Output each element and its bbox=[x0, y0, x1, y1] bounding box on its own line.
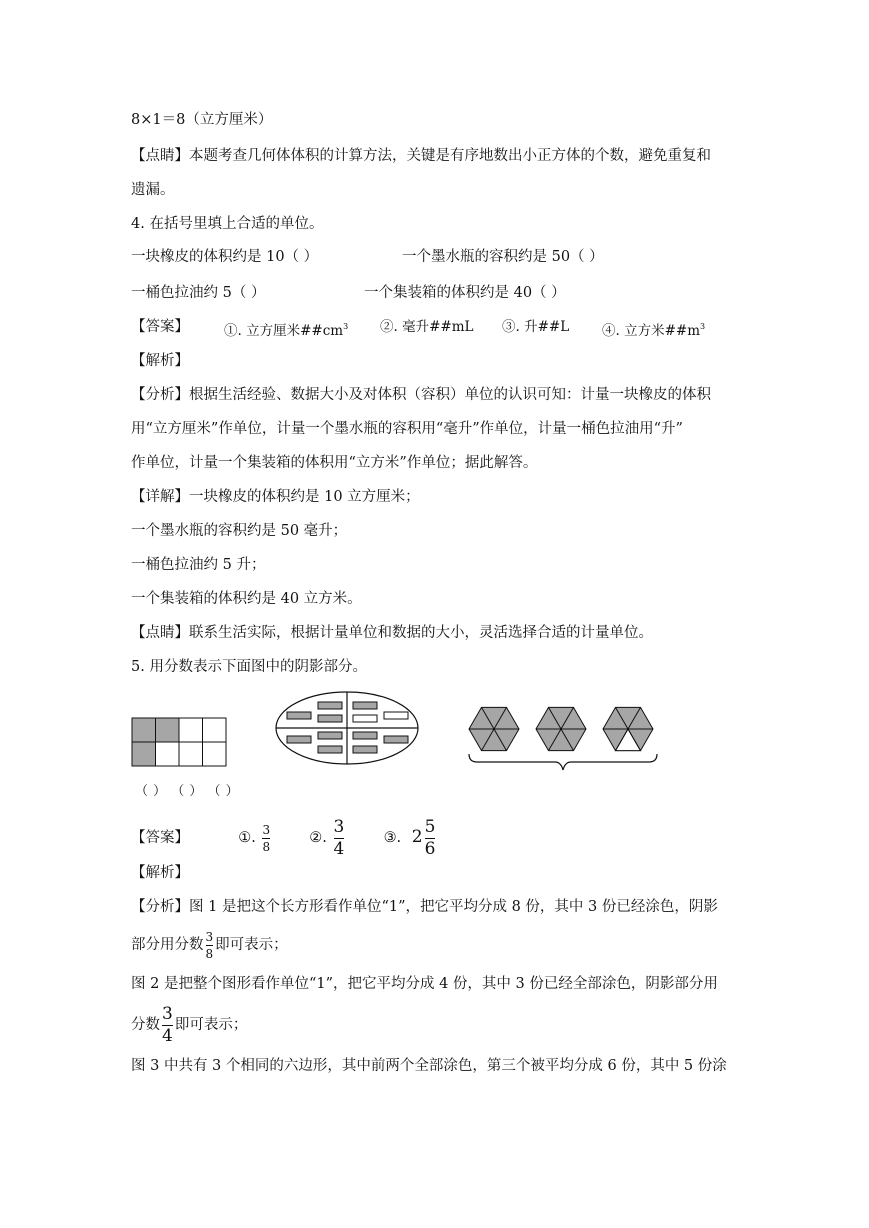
answer5-label: 【答案】 bbox=[131, 830, 189, 846]
figure2-ellipse bbox=[276, 692, 418, 764]
answer5-row bbox=[131, 817, 437, 857]
figure3-hexagons bbox=[469, 707, 657, 770]
brick-shaded bbox=[318, 732, 342, 739]
q4-item-container: 一个集装箱的体积约是 40（ ） bbox=[364, 285, 566, 301]
answer5-2-fraction: $\frac{3}{4}$ bbox=[333, 816, 345, 859]
grid-cell bbox=[179, 718, 203, 742]
hexagon-full bbox=[469, 707, 519, 750]
brick-shaded bbox=[318, 746, 342, 753]
answer5-3-label: ③. bbox=[383, 830, 402, 846]
answer-blanks: （ ） （ ） （ ） bbox=[135, 784, 240, 799]
jiexi5-label: 【解析】 bbox=[131, 865, 189, 881]
fenxi5-line5: 图 3 中共有 3 个相同的六边形，其中前两个全部涂色，第三个被平均分成 6 份，其中 5 份涂 bbox=[131, 1058, 727, 1074]
grid-cell bbox=[179, 742, 203, 766]
answer5-1-label: ①. bbox=[238, 830, 256, 846]
answer5-3-fraction: $\frac{5}{6}$ bbox=[424, 816, 436, 859]
fenxi5-line3: 图 2 是把整个图形看作单位“1”，把它平均分成 4 份，其中 3 份已经全部涂色，阴影部分用 bbox=[131, 976, 718, 992]
question5-title: 5. 用分数表示下面图中的阴影部分。 bbox=[131, 659, 367, 675]
answer5-3-whole: 2 bbox=[411, 827, 423, 847]
brick-shaded bbox=[287, 736, 311, 743]
brick-shaded bbox=[353, 746, 377, 753]
fenxi4-line1: 【分析】根据生活经验、数据大小及对体积（容积）单位的认识可知：计量一块橡皮的体积 bbox=[131, 387, 711, 403]
xiangjie4-line1: 【详解】一块橡皮的体积约是 10 立方厘米； bbox=[131, 489, 420, 505]
brace bbox=[469, 754, 657, 770]
answer4-3: ③. 升##L bbox=[502, 319, 570, 335]
brick-shaded bbox=[287, 712, 311, 719]
fenxi5-fraction-3-4: $\frac{3}{4}$ bbox=[162, 1003, 173, 1046]
q4-item-ink-bottle: 一个墨水瓶的容积约是 50（ ） bbox=[402, 249, 604, 265]
brick-shaded bbox=[353, 702, 377, 709]
xiangjie4-line2: 一个墨水瓶的容积约是 50 毫升； bbox=[131, 523, 348, 539]
q4-item-eraser: 一块橡皮的体积约是 10（ ） bbox=[131, 249, 319, 265]
fenxi4-line2: 用“立方厘米”作单位，计量一个墨水瓶的容积用“毫升”作单位，计量一桶色拉油用“升” bbox=[131, 421, 683, 437]
grid-cell bbox=[156, 718, 180, 742]
hexagon-partial bbox=[603, 707, 653, 750]
brick-plain bbox=[384, 712, 408, 719]
answer5-1-fraction: $\frac{3}{8}$ bbox=[262, 822, 271, 854]
grid-cell bbox=[203, 718, 227, 742]
question5-figures bbox=[131, 690, 671, 775]
grid-cell bbox=[203, 742, 227, 766]
fenxi5-line2: 部分用分数 $\frac{3}{8}$ 即可表示； bbox=[131, 929, 288, 961]
xiangjie4-line3: 一桶色拉油约 5 升； bbox=[131, 557, 266, 573]
answer5-2-label: ②. bbox=[309, 830, 327, 846]
answer4-2: ②. 毫升##mL bbox=[380, 319, 474, 335]
fenxi5-fraction-3-8: $\frac{3}{8}$ bbox=[205, 929, 214, 961]
answer4-1: ①. 立方厘米$\#\#cm^3$ bbox=[224, 322, 349, 339]
jiexi4-label: 【解析】 bbox=[131, 353, 189, 369]
brick-shaded bbox=[318, 702, 342, 709]
brick-shaded bbox=[318, 715, 342, 722]
answer4-label: 【答案】 bbox=[131, 319, 189, 335]
dianjing1-line2: 遗漏。 bbox=[131, 182, 175, 198]
answer4-4: ④. 立方米$\#\#m^3$ bbox=[602, 322, 706, 339]
fenxi4-line3: 作单位，计量一个集装箱的体积用“立方米”作单位；据此解答。 bbox=[131, 455, 538, 471]
grid-cell bbox=[156, 742, 180, 766]
fenxi5-line1: 【分析】图 1 是把这个长方形看作单位“1”，把它平均分成 8 份，其中 3 份已经涂色，阴影 bbox=[131, 899, 718, 915]
question4-title: 4. 在括号里填上合适的单位。 bbox=[131, 216, 324, 232]
hexagon-full bbox=[536, 707, 586, 750]
dianjing1-line1: 【点睛】本题考查几何体体积的计算方法，关键是有序地数出小正方体的个数，避免重复和 bbox=[131, 148, 711, 164]
brick-plain bbox=[353, 715, 377, 722]
calc-line: 8×1＝8（立方厘米） bbox=[131, 112, 273, 128]
fenxi5-line4: 分数 $\frac{3}{4}$ 即可表示； bbox=[131, 1003, 248, 1046]
brick-shaded bbox=[384, 736, 408, 743]
dianjing4-line: 【点睛】联系生活实际，根据计量单位和数据的大小，灵活选择合适的计量单位。 bbox=[131, 625, 653, 641]
q4-item-oil: 一桶色拉油约 5（ ） bbox=[131, 285, 266, 301]
brick-shaded bbox=[353, 732, 377, 739]
grid-cell bbox=[132, 718, 156, 742]
grid-cell bbox=[132, 742, 156, 766]
xiangjie4-line4: 一个集装箱的体积约是 40 立方米。 bbox=[131, 591, 362, 607]
figure1-grid bbox=[132, 718, 226, 766]
